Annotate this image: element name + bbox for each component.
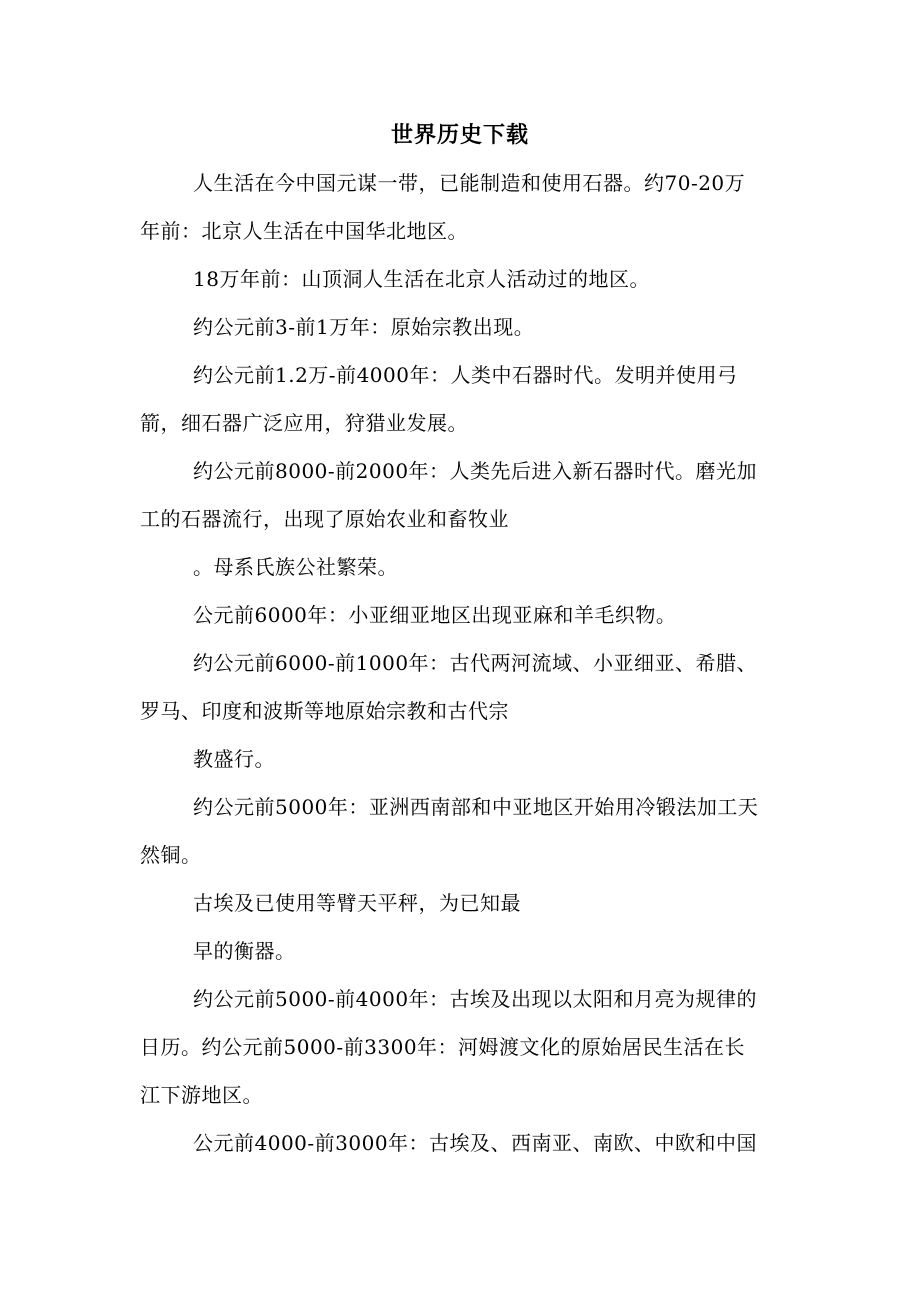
text-line: 早的衡器。 (193, 939, 296, 963)
text-line: 日历。约公元前5000-前3300年：河姆渡文化的原始居民生活在长 (140, 1035, 746, 1059)
text-line: 18万年前：山顶洞人生活在北京人活动过的地区。 (193, 267, 650, 291)
text-line: 人生活在今中国元谋一带，已能制造和使用石器。约70-20万 (193, 171, 746, 195)
text-line: 罗马、印度和波斯等地原始宗教和古代宗 (140, 699, 509, 723)
text-line: 箭，细石器广泛应用，狩猎业发展。 (140, 411, 468, 435)
text-line: 公元前6000年：小亚细亚地区出现亚麻和羊毛织物。 (193, 603, 677, 627)
text-line: 年前：北京人生活在中国华北地区。 (140, 219, 468, 243)
text-line: 约公元前6000-前1000年：古代两河流域、小亚细亚、希腊、 (193, 651, 758, 675)
document-title: 世界历史下载 (390, 122, 529, 148)
text-line: 约公元前8000-前2000年：人类先后进入新石器时代。磨光加 (193, 459, 758, 483)
text-line: 工的石器流行，出现了原始农业和畜牧业 (140, 507, 509, 531)
text-line: 。母系氏族公社繁荣。 (193, 555, 398, 579)
text-line: 约公元前5000年：亚洲西南部和中亚地区开始用冷锻法加工天 (193, 795, 759, 819)
text-line: 然铜。 (140, 843, 202, 867)
text-line: 约公元前3-前1万年：原始宗教出现。 (193, 315, 535, 339)
text-line: 江下游地区。 (140, 1083, 263, 1107)
text-line: 古埃及已使用等臂天平秤，为已知最 (193, 891, 521, 915)
text-line: 约公元前5000-前4000年：古埃及出现以太阳和月亮为规律的 (193, 987, 758, 1011)
text-line: 公元前4000-前3000年：古埃及、西南亚、南欧、中欧和中国 (193, 1131, 758, 1155)
text-line: 约公元前1.2万-前4000年：人类中石器时代。发明并使用弓 (193, 363, 738, 387)
text-line: 教盛行。 (193, 747, 275, 771)
